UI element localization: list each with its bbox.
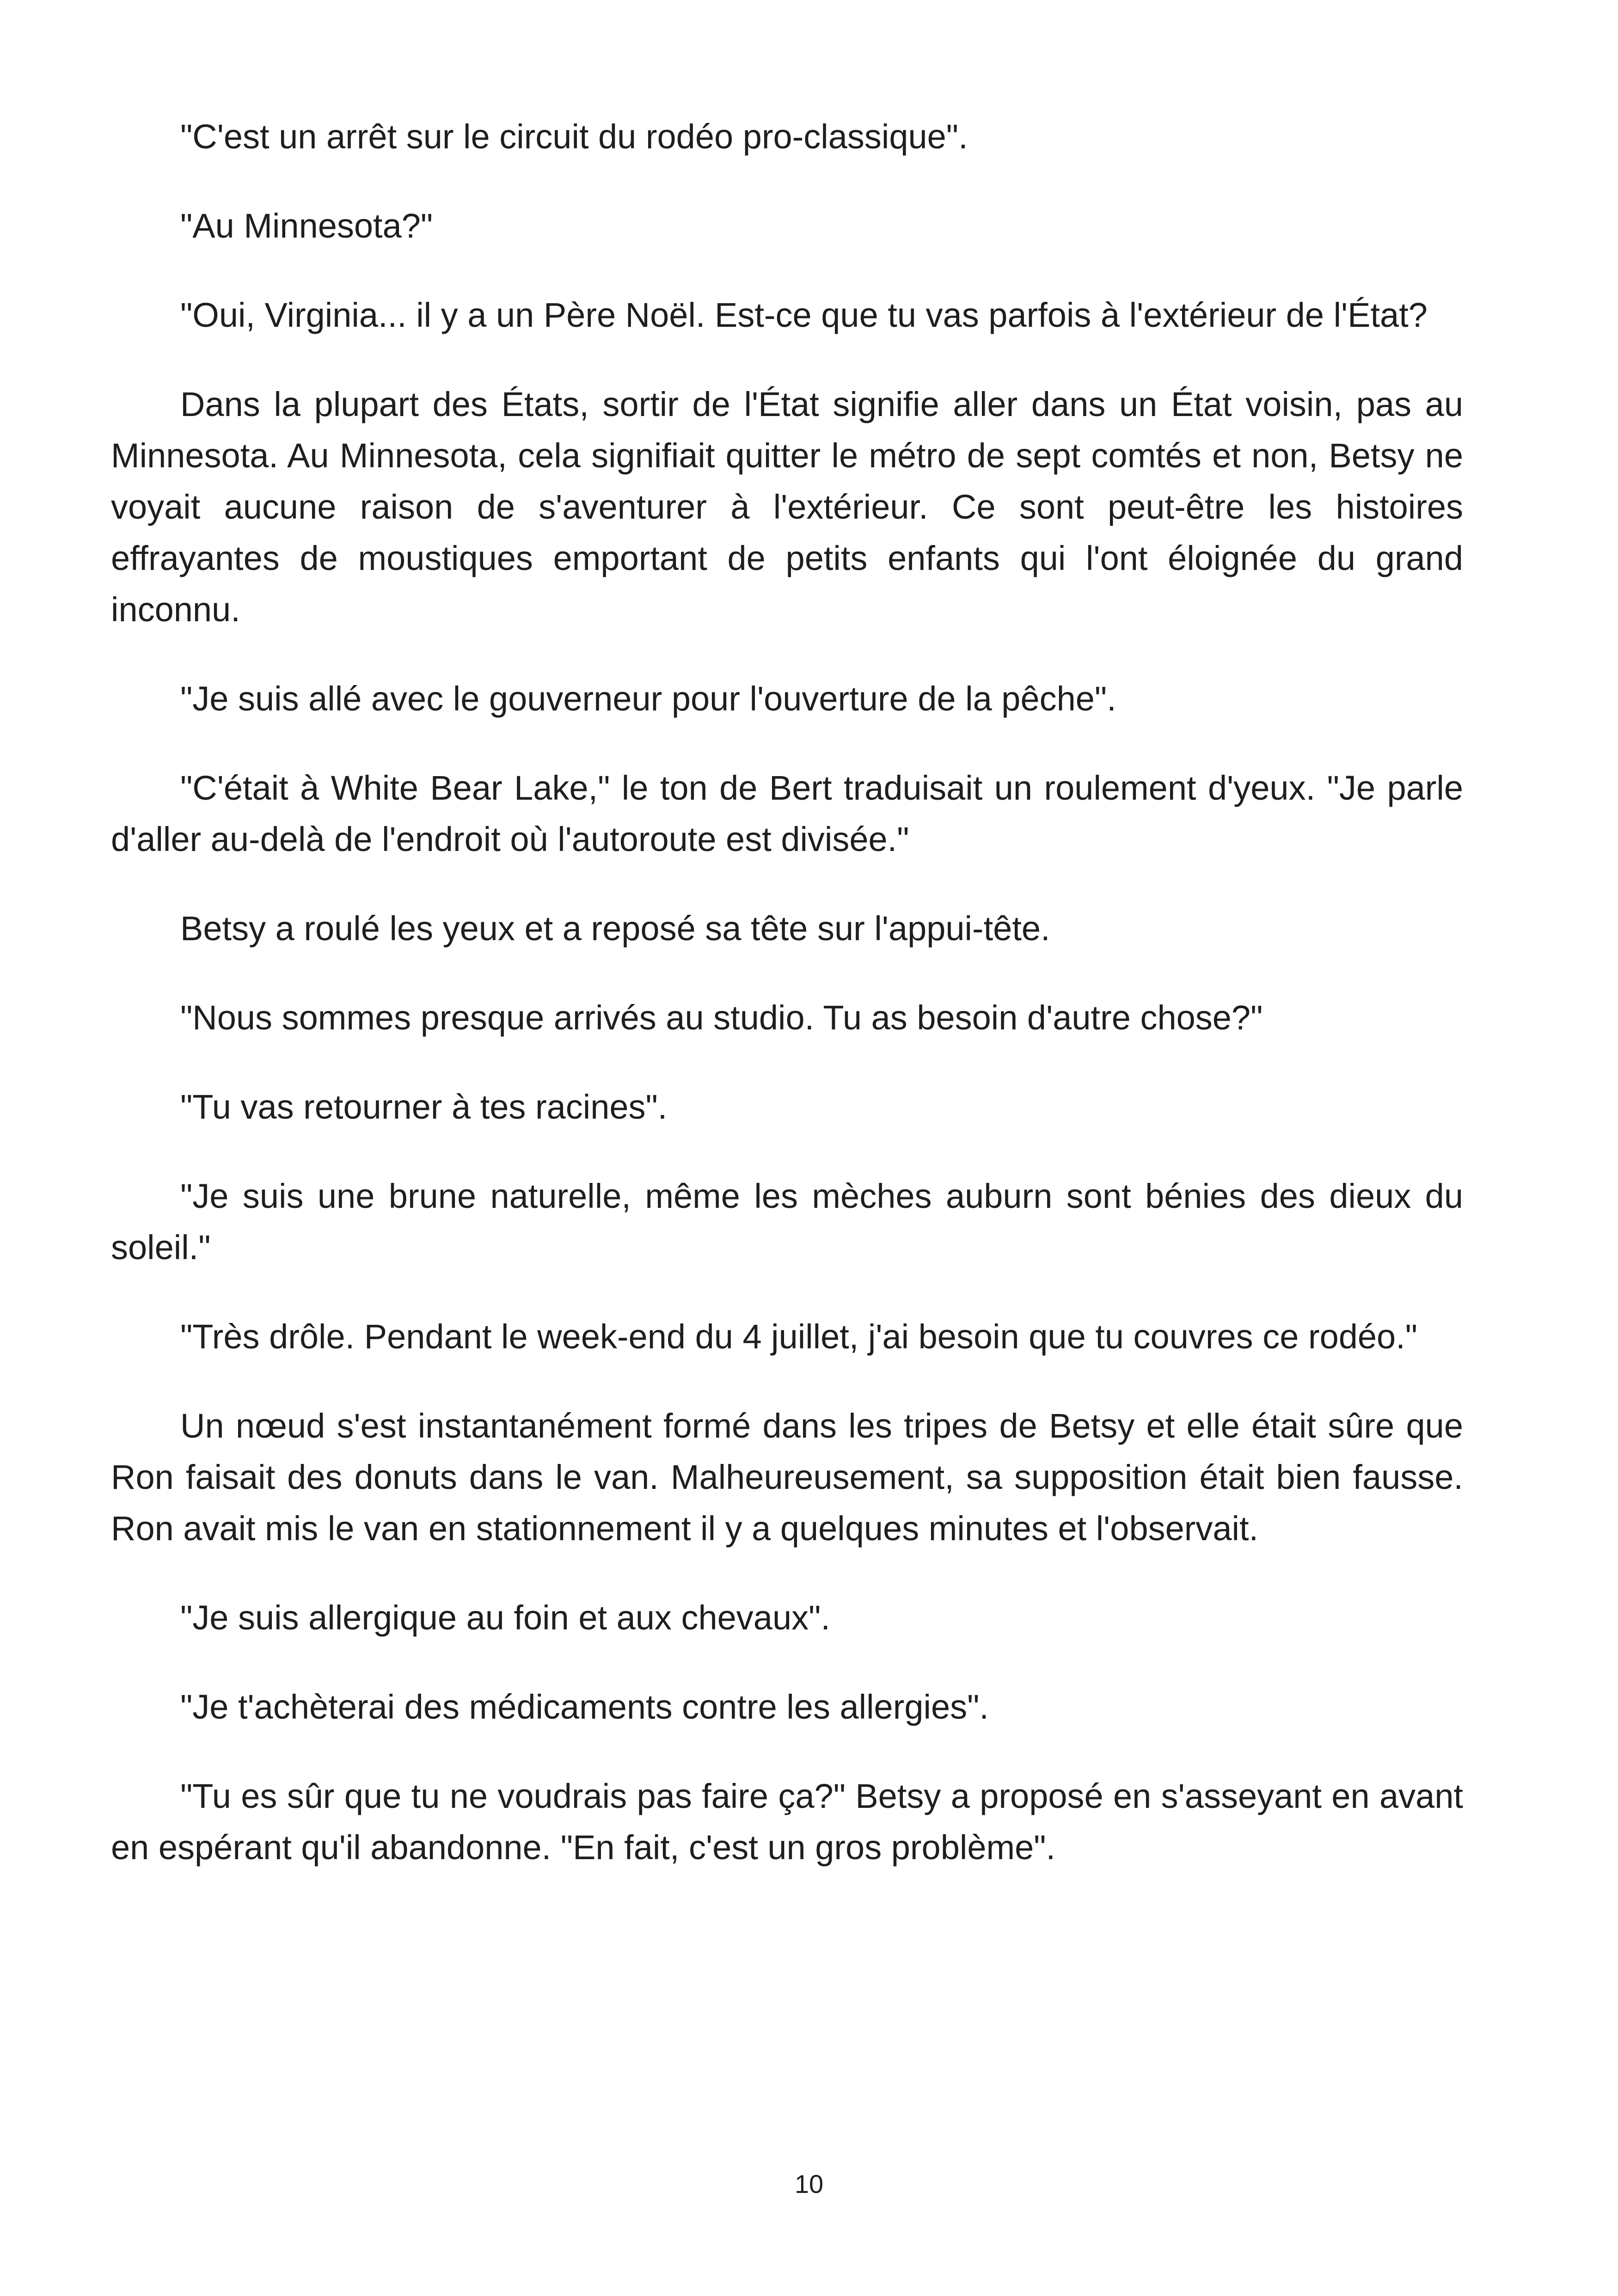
paragraph: Un nœud s'est instantanément formé dans les tripes de Betsy et elle était sûre que Ron faisait des donuts dans le van. Malheureusement, sa supposition était bien fausse. Ron avait mis le van en stationnement il y a quelques minutes et l'observait. xyxy=(111,1407,1463,1548)
paragraph: "Nous sommes presque arrivés au studio. Tu as besoin d'autre chose?" xyxy=(180,998,1263,1037)
paragraph: "Je suis allergique au foin et aux chevaux". xyxy=(180,1598,830,1637)
page-body xyxy=(111,111,1463,1911)
page-number: 10 xyxy=(794,2169,824,2198)
paragraph: "C'est un arrêt sur le circuit du rodéo pro-classique". xyxy=(180,117,968,156)
paragraph: Dans la plupart des États, sortir de l'État signifie aller dans un État voisin, pas au Minnesota. Au Minnesota, cela signifiait quitter le métro de sept comtés et non, Betsy ne voyait aucune raison de s'aventurer à l'extérieur. Ce sont peut-être les histoires effrayantes de moustiques emportant de petits enfants qui l'ont éloignée du grand inconnu. xyxy=(111,385,1463,629)
paragraph: "Oui, Virginia... il y a un Père Noël. Est-ce que tu vas parfois à l'extérieur de l'État? xyxy=(180,296,1428,334)
paragraph: "Très drôle. Pendant le week-end du 4 juillet, j'ai besoin que tu couvres ce rodéo." xyxy=(180,1317,1418,1356)
paragraph: "Je suis allé avec le gouverneur pour l'ouverture de la pêche". xyxy=(180,680,1116,718)
paragraph: Betsy a roulé les yeux et a reposé sa tête sur l'appui-tête. xyxy=(180,909,1050,948)
paragraph: "Tu es sûr que tu ne voudrais pas faire ça?" Betsy a proposé en s'asseyant en avant en espérant qu'il abandonne. "En fait, c'est un gros problème". xyxy=(111,1777,1463,1867)
paragraph: "Je t'achèterai des médicaments contre les allergies". xyxy=(180,1688,989,1726)
paragraph: "Au Minnesota?" xyxy=(180,207,433,245)
paragraph: "Tu vas retourner à tes racines". xyxy=(180,1088,668,1126)
paragraph: "C'était à White Bear Lake," le ton de Bert traduisait un roulement d'yeux. "Je parle d'aller au-delà de l'endroit où l'autoroute est divisée." xyxy=(111,769,1463,858)
paragraph: "Je suis une brune naturelle, même les mèches auburn sont bénies des dieux du soleil." xyxy=(111,1177,1463,1267)
